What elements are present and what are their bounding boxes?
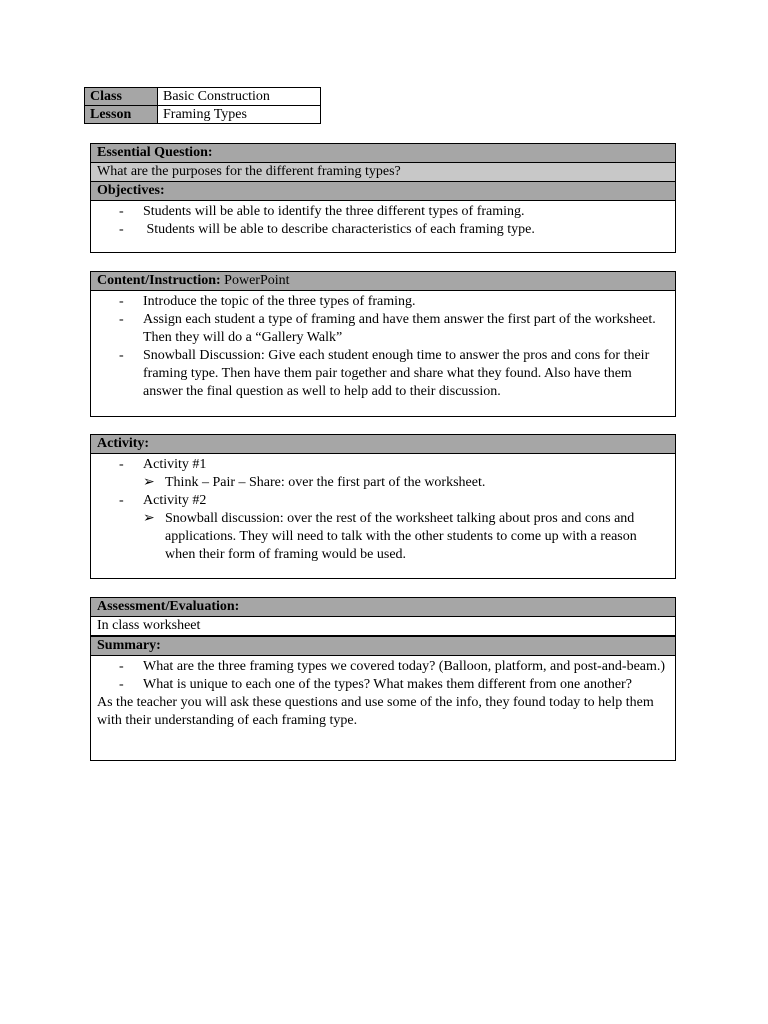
objective-item: - Students will be able to identify the three different types of framing. <box>119 204 525 219</box>
instruction-item: - Introduce the topic of the three types of framing. <box>119 294 416 309</box>
activity-item: - Activity #1 <box>119 457 207 472</box>
essential-question-header: Essential Question: <box>91 144 675 163</box>
summary-header: Summary: <box>91 637 675 656</box>
summary-item: - What are the three framing types we covered today? (Balloon, platform, and post-and-beam.) <box>119 659 666 674</box>
objective-item: - Students will be able to describe characteristics of each framing type. <box>119 222 535 237</box>
summary-closing-text: As the teacher you will ask these questions and use some of the info, they found today to help them with their understanding of each framing type. <box>97 695 654 728</box>
content-instruction-box <box>90 271 676 417</box>
arrow-bullet-icon: ➢ <box>143 511 155 526</box>
bullet-dash-icon: - <box>119 348 124 363</box>
activity-item: - Activity #2 <box>119 493 207 508</box>
activity-box <box>90 434 676 579</box>
essential-question-text: What are the purposes for the different framing types? <box>91 163 675 182</box>
bullet-dash-icon: - <box>119 457 124 472</box>
assessment-summary-box <box>90 597 676 761</box>
assessment-value: In class worksheet <box>91 617 675 637</box>
bullet-dash-icon: - <box>119 677 124 692</box>
bullet-dash-icon: - <box>119 222 124 237</box>
class-value: Basic Construction <box>158 88 321 106</box>
bullet-dash-icon: - <box>119 493 124 508</box>
objectives-header: Objectives: <box>91 182 675 201</box>
lesson-label: Lesson <box>85 106 158 124</box>
essential-question-box <box>90 143 676 253</box>
objectives-list <box>91 201 675 253</box>
activity-subitem: ➢ Think – Pair – Share: over the first part of the worksheet. <box>143 475 486 490</box>
bullet-dash-icon: - <box>119 312 124 327</box>
instruction-item: - Assign each student a type of framing and have them answer the first part of the worksheet. Then they will do a “Gallery Walk” <box>119 312 656 345</box>
activity-list <box>91 454 675 578</box>
arrow-bullet-icon: ➢ <box>143 475 155 490</box>
bullet-dash-icon: - <box>119 204 124 219</box>
bullet-dash-icon: - <box>119 294 124 309</box>
lesson-value: Framing Types <box>158 106 321 124</box>
summary-list <box>91 656 675 744</box>
summary-item: - What is unique to each one of the types? What makes them different from one another? <box>119 677 632 692</box>
activity-subitem: ➢ Snowball discussion: over the rest of the worksheet talking about pros and cons and applications. They will need to talk with the other students to come up with a reason when their form of framing would be used. <box>143 511 637 562</box>
class-info-table <box>84 87 321 124</box>
activity-header: Activity: <box>91 435 675 454</box>
assessment-header: Assessment/Evaluation: <box>91 598 675 617</box>
class-label: Class <box>85 88 158 106</box>
instruction-item: - Snowball Discussion: Give each student enough time to answer the pros and cons for their framing type. Then have them pair together and share what they found. Also have them answer the final question as well to help add to their discussion. <box>119 348 650 399</box>
content-instruction-list <box>91 291 675 415</box>
bullet-dash-icon: - <box>119 659 124 674</box>
content-instruction-header: Content/Instruction: PowerPoint <box>91 272 675 291</box>
